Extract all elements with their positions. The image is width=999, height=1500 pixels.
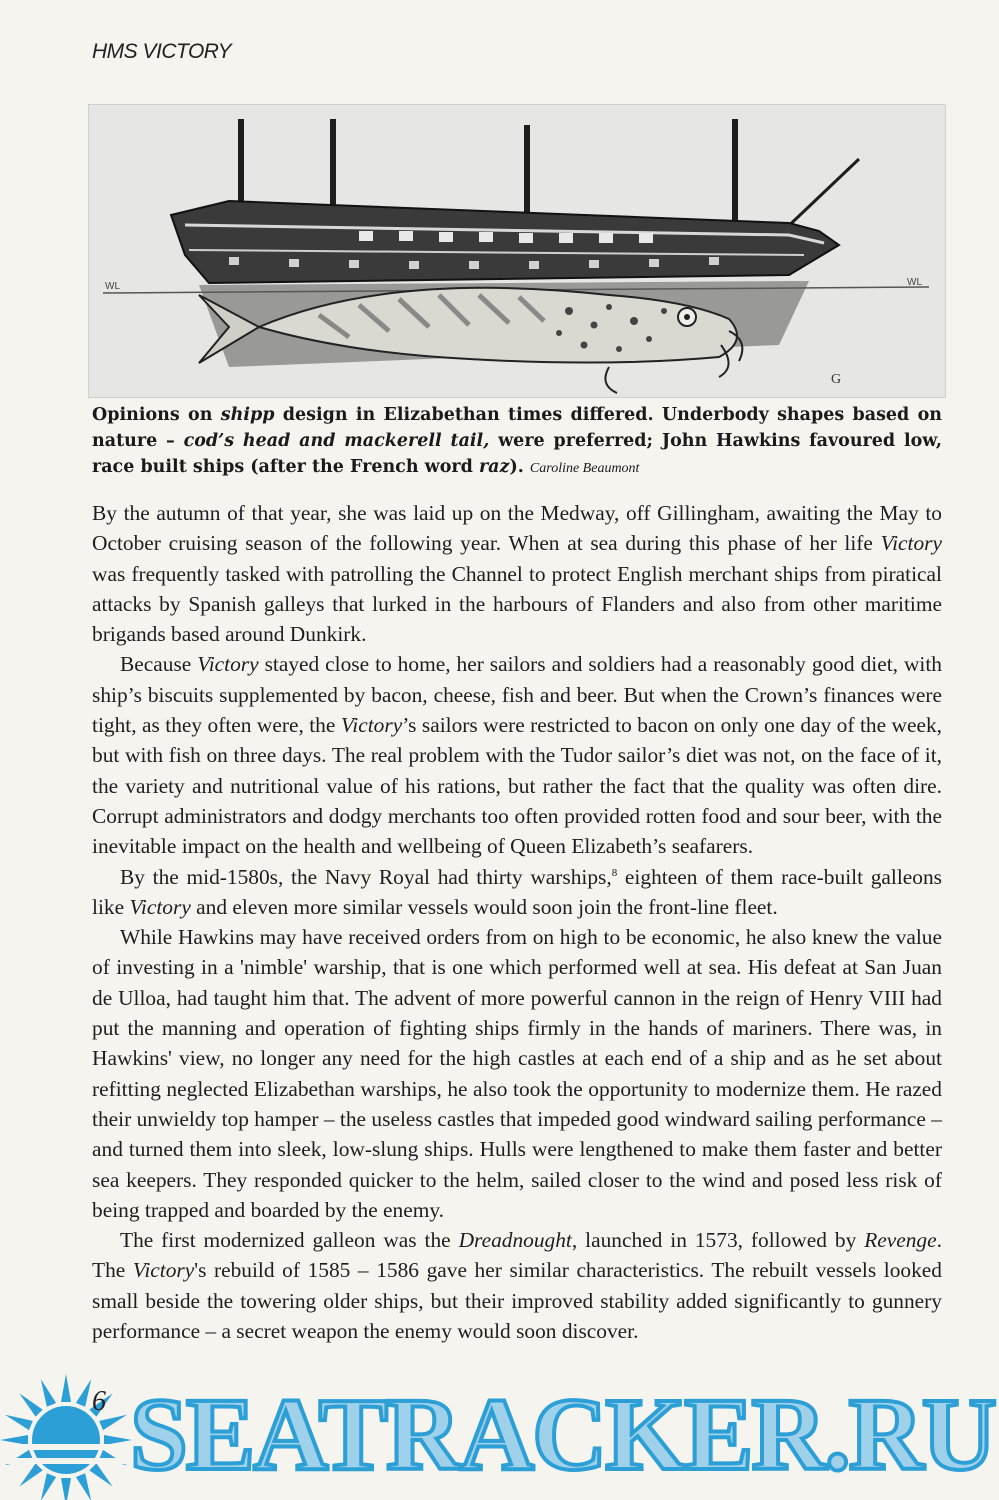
paragraph-5: The first modernized galleon was the Dreadnought, launched in 1573, followed by Revenge. The Victory's rebuild of 1585 – 1586 gave her similar characteristics. The rebuilt vessels looked small beside the towering older ships, but their improved stability added significantly to gunnery performance – a secret weapon the enemy would soon discover. <box>92 1228 942 1344</box>
paragraph-4: While Hawkins may have received orders from on high to be economic, he also knew the value of investing in a 'nimble' warship, that is one which performed well at sea. His defeat at San Juan de Ulloa, had taught him that. The advent of more powerful cannon in the reign of Henry VIII had put the manning and operation of fighting ships firmly in the hands of mariners. There was, in Hawkins' view, no longer any need for the high castles at each end of a ship and as he set about refitting neglected Elizabethan warships, he also took the opportunity to modernize them. He razed their unwieldy top hamper – the useless castles that impeded good windward sailing performance – and turned them into sleek, low-slung ships. Hulls were lengthened to make them faster and better sea keepers. They responded quicker to the helm, sailed closer to the wind and posed less risk of being trapped and boarded by the enemy. <box>92 925 942 1222</box>
svg-text:G: G <box>831 372 842 387</box>
figure-caption: Opinions on shipp design in Elizabethan times differed. Underbody shapes based on nature – cod’s head and mackerell tail, were preferred; John Hawkins favoured low, race built ships (after the French word raz). Caroline Beaumont <box>92 405 942 477</box>
hull <box>171 201 839 283</box>
paragraph-1: By the autumn of that year, she was laid up on the Medway, off Gillingham, awaiting the May to October cruising season of the following year. When at sea during this phase of her life Victory was frequently tasked with patrolling the Channel to protect English merchant ships from piratical attacks by Spanish galleys that lurked in the harbours of Flanders and also from other maritime brigands based around Dunkirk. <box>92 501 942 647</box>
article-body <box>92 498 942 1346</box>
galleon-and-fish-icon <box>89 105 945 397</box>
watermark-text: SEATRACKER.RU <box>130 1377 995 1492</box>
ship-illustration <box>88 104 946 398</box>
page-number: 6 <box>92 1386 106 1417</box>
running-head: HMS VICTORY <box>92 40 232 63</box>
paragraph-2: Because Victory stayed close to home, her sailors and soldiers had a reasonably good diet, with ship’s biscuits supplemented by bacon, cheese, fish and beer. But when the Crown’s finances were tight, as they often were, the Victory’s sailors were restricted to bacon on only one day of the week, but with fish on three days. The real problem with the Tudor sailor’s diet was not, on the face of it, the variety and nutritional value of his rations, but rather the fact that the quality was often dire. Corrupt administrators and dodgy merchants too often provided rotten food and sour beer, with the inevitable impact on the health and wellbeing of Queen Elizabeth’s seafarers. <box>92 652 942 859</box>
waterline-label-right: WL <box>907 277 922 288</box>
waterline-label-left: WL <box>105 281 120 292</box>
footnote-ref: 8 <box>611 866 618 879</box>
paragraph-3: By the mid-1580s, the Navy Royal had thirty warships,$^8$ eighteen of them race-built galleons like Victory and eleven more similar vessels would soon join the front-line fleet. <box>92 864 943 919</box>
photo-credit: Caroline Beaumont <box>529 461 640 476</box>
